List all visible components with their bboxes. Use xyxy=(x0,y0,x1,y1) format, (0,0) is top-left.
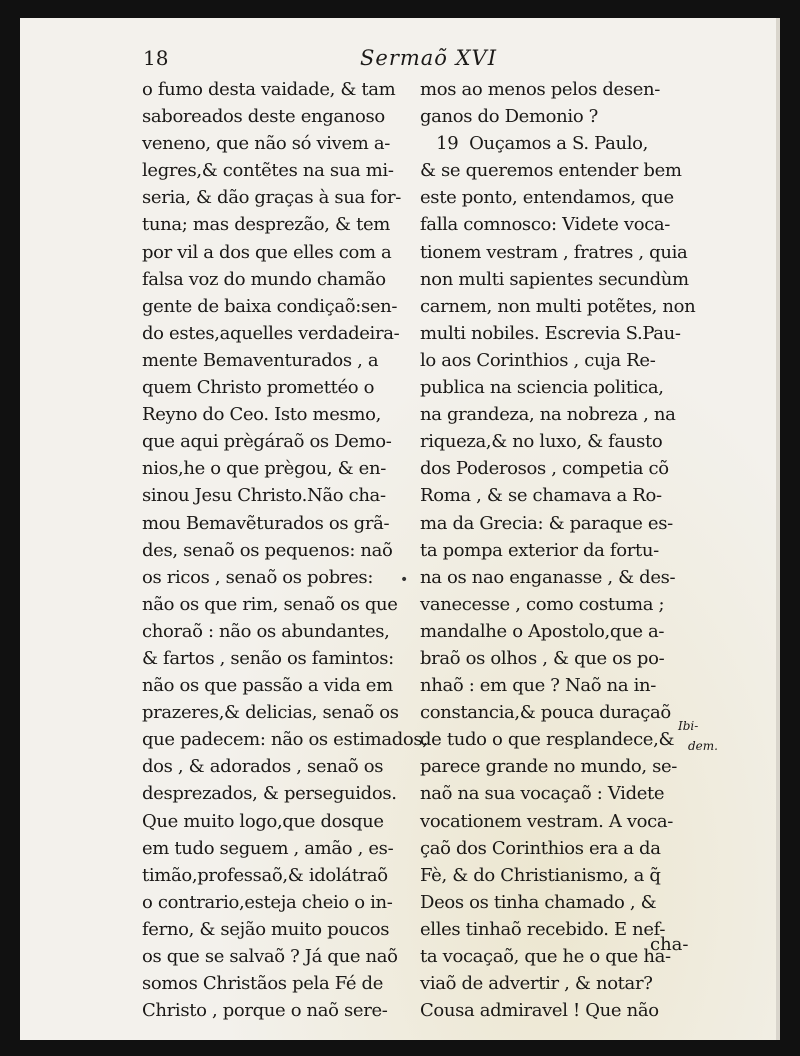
text-line: & fartos , senão os famintos: xyxy=(142,647,394,669)
text-line: saboreados deste enganoso xyxy=(142,106,385,128)
text-line: mandalhe o Apostolo,que a- xyxy=(420,620,665,642)
text-line: ferno, & sejão muito poucos xyxy=(142,918,390,940)
text-line: Fè, & do Christianismo, a q̃ xyxy=(420,864,661,886)
text-line: não os que rim, senaõ os que xyxy=(142,593,398,615)
text-line: multi nobiles. Escrevia S.Pau- xyxy=(420,322,681,344)
text-line: o contrario,esteja cheio o in- xyxy=(142,891,393,913)
catchword: cha- xyxy=(650,934,689,955)
marginal-note-line: Ibi- xyxy=(678,719,699,733)
text-line: gente de baixa condiçaõ:sen- xyxy=(142,295,398,317)
text-line: braõ os olhos , & que os po- xyxy=(420,647,665,669)
text-line: non multi sapientes secundùm xyxy=(420,268,689,290)
text-line: & se queremos entender bem xyxy=(420,160,682,182)
text-line: viaõ de advertir , & notar? xyxy=(420,973,653,995)
running-title: Sermaõ XVI xyxy=(360,46,498,70)
text-line: riqueza,& no luxo, & fausto xyxy=(420,431,663,453)
text-line: na grandeza, na nobreza , na xyxy=(420,404,676,426)
page-number: 18 xyxy=(143,46,169,70)
left-text-column xyxy=(142,76,428,1024)
text-line: mente Bemaventurados , a xyxy=(142,349,379,371)
text-line: dos , & adorados , senaõ os xyxy=(142,756,384,778)
text-line: Que muito logo,que dosque xyxy=(142,810,384,832)
text-line: nhaõ : em que ? Naõ na in- xyxy=(420,675,656,697)
text-line: Cousa admiravel ! Que não xyxy=(420,1000,659,1022)
text-line: des, senaõ os pequenos: naõ xyxy=(142,539,393,561)
text-line: em tudo seguem , amão , es- xyxy=(142,837,394,859)
text-line: mos ao menos pelos desen- xyxy=(420,79,660,100)
text-line: ma da Grecia: & paraque es- xyxy=(420,512,673,534)
text-line: não os que passão a vida em xyxy=(142,675,393,697)
text-line: quem Christo promettéo o xyxy=(142,377,375,399)
text-line: choraõ : não os abundantes, xyxy=(142,620,390,642)
text-line: nios,he o que prègou, & en- xyxy=(142,458,386,480)
text-line: seria, & dão graças à sua for- xyxy=(142,187,402,209)
text-line: Deos os tinha chamado , & xyxy=(420,891,657,913)
marginal-note-line: dem. xyxy=(688,739,718,753)
text-line: Reyno do Ceo. Isto mesmo, xyxy=(142,404,381,426)
text-line: este ponto, entendamos, que xyxy=(420,187,674,209)
text-line: que aqui prègáraõ os Demo- xyxy=(142,431,392,453)
text-line: carnem, non multi potẽtes, non xyxy=(420,295,696,317)
text-line: os que se salvaõ ? Já que naõ xyxy=(142,946,398,967)
right-text-column xyxy=(420,76,695,1024)
text-line: tuna; mas desprezão, & tem xyxy=(142,214,390,236)
text-line: Christo , porque o naõ sere- xyxy=(142,1000,388,1022)
page-edge xyxy=(776,18,780,1040)
text-line: de tudo o que resplandece,& xyxy=(420,729,675,751)
text-line: vanecesse , como costuma ; xyxy=(420,593,665,615)
text-line: sinou Jesu Christo.Não cha- xyxy=(142,485,386,507)
text-line: timão,professaõ,& idolátraõ xyxy=(142,864,388,886)
text-line: falla comnosco: Videte voca- xyxy=(420,214,671,236)
text-line: falsa voz do mundo chamão xyxy=(142,268,386,290)
text-line: constancia,& pouca duraçaõ xyxy=(420,702,671,724)
text-line: dos Poderosos , competia cõ xyxy=(420,458,669,480)
text-line: elles tinhaõ recebido. E nef- xyxy=(420,918,666,940)
text-line: legres,& contẽtes na sua mi- xyxy=(142,160,394,182)
text-line: veneno, que não só vivem a- xyxy=(142,133,391,155)
text-line: mou Bemavẽturados os grã- xyxy=(142,512,390,534)
asterisk-mark: • xyxy=(400,572,409,588)
text-line: desprezados, & perseguidos. xyxy=(142,783,397,805)
text-line: os ricos , senaõ os pobres: xyxy=(142,566,374,588)
text-line: publica na sciencia politica, xyxy=(420,377,664,399)
text-line: ta pompa exterior da fortu- xyxy=(420,539,659,561)
text-line: na os nao enganasse , & des- xyxy=(420,566,676,588)
text-line: somos Christãos pela Fé de xyxy=(142,973,384,995)
text-line: çaõ dos Corinthios era a da xyxy=(420,837,661,859)
text-line: parece grande no mundo, se- xyxy=(420,756,678,778)
text-line: prazeres,& delicias, senaõ os xyxy=(142,702,399,724)
text-line: naõ na sua vocaçaõ : Videte xyxy=(420,783,665,805)
text-line: 19 Ouçamos a S. Paulo, xyxy=(420,133,648,155)
text-line: ganos do Demonio ? xyxy=(420,106,598,128)
book-page xyxy=(20,18,780,1040)
text-line: ta vocaçaõ, que he o que ha- xyxy=(420,946,671,967)
text-line: tionem vestram , fratres , quia xyxy=(420,241,688,263)
text-line: que padecem: não os estimados, xyxy=(142,729,428,751)
text-line: o fumo desta vaidade, & tam xyxy=(142,79,396,100)
text-line: vocationem vestram. A voca- xyxy=(420,810,673,832)
text-line: Roma , & se chamava a Ro- xyxy=(420,485,662,507)
text-line: por vil a dos que elles com a xyxy=(142,241,392,263)
text-line: do estes,aquelles verdadeira- xyxy=(142,322,400,344)
text-line: lo aos Corinthios , cuja Re- xyxy=(420,349,656,371)
